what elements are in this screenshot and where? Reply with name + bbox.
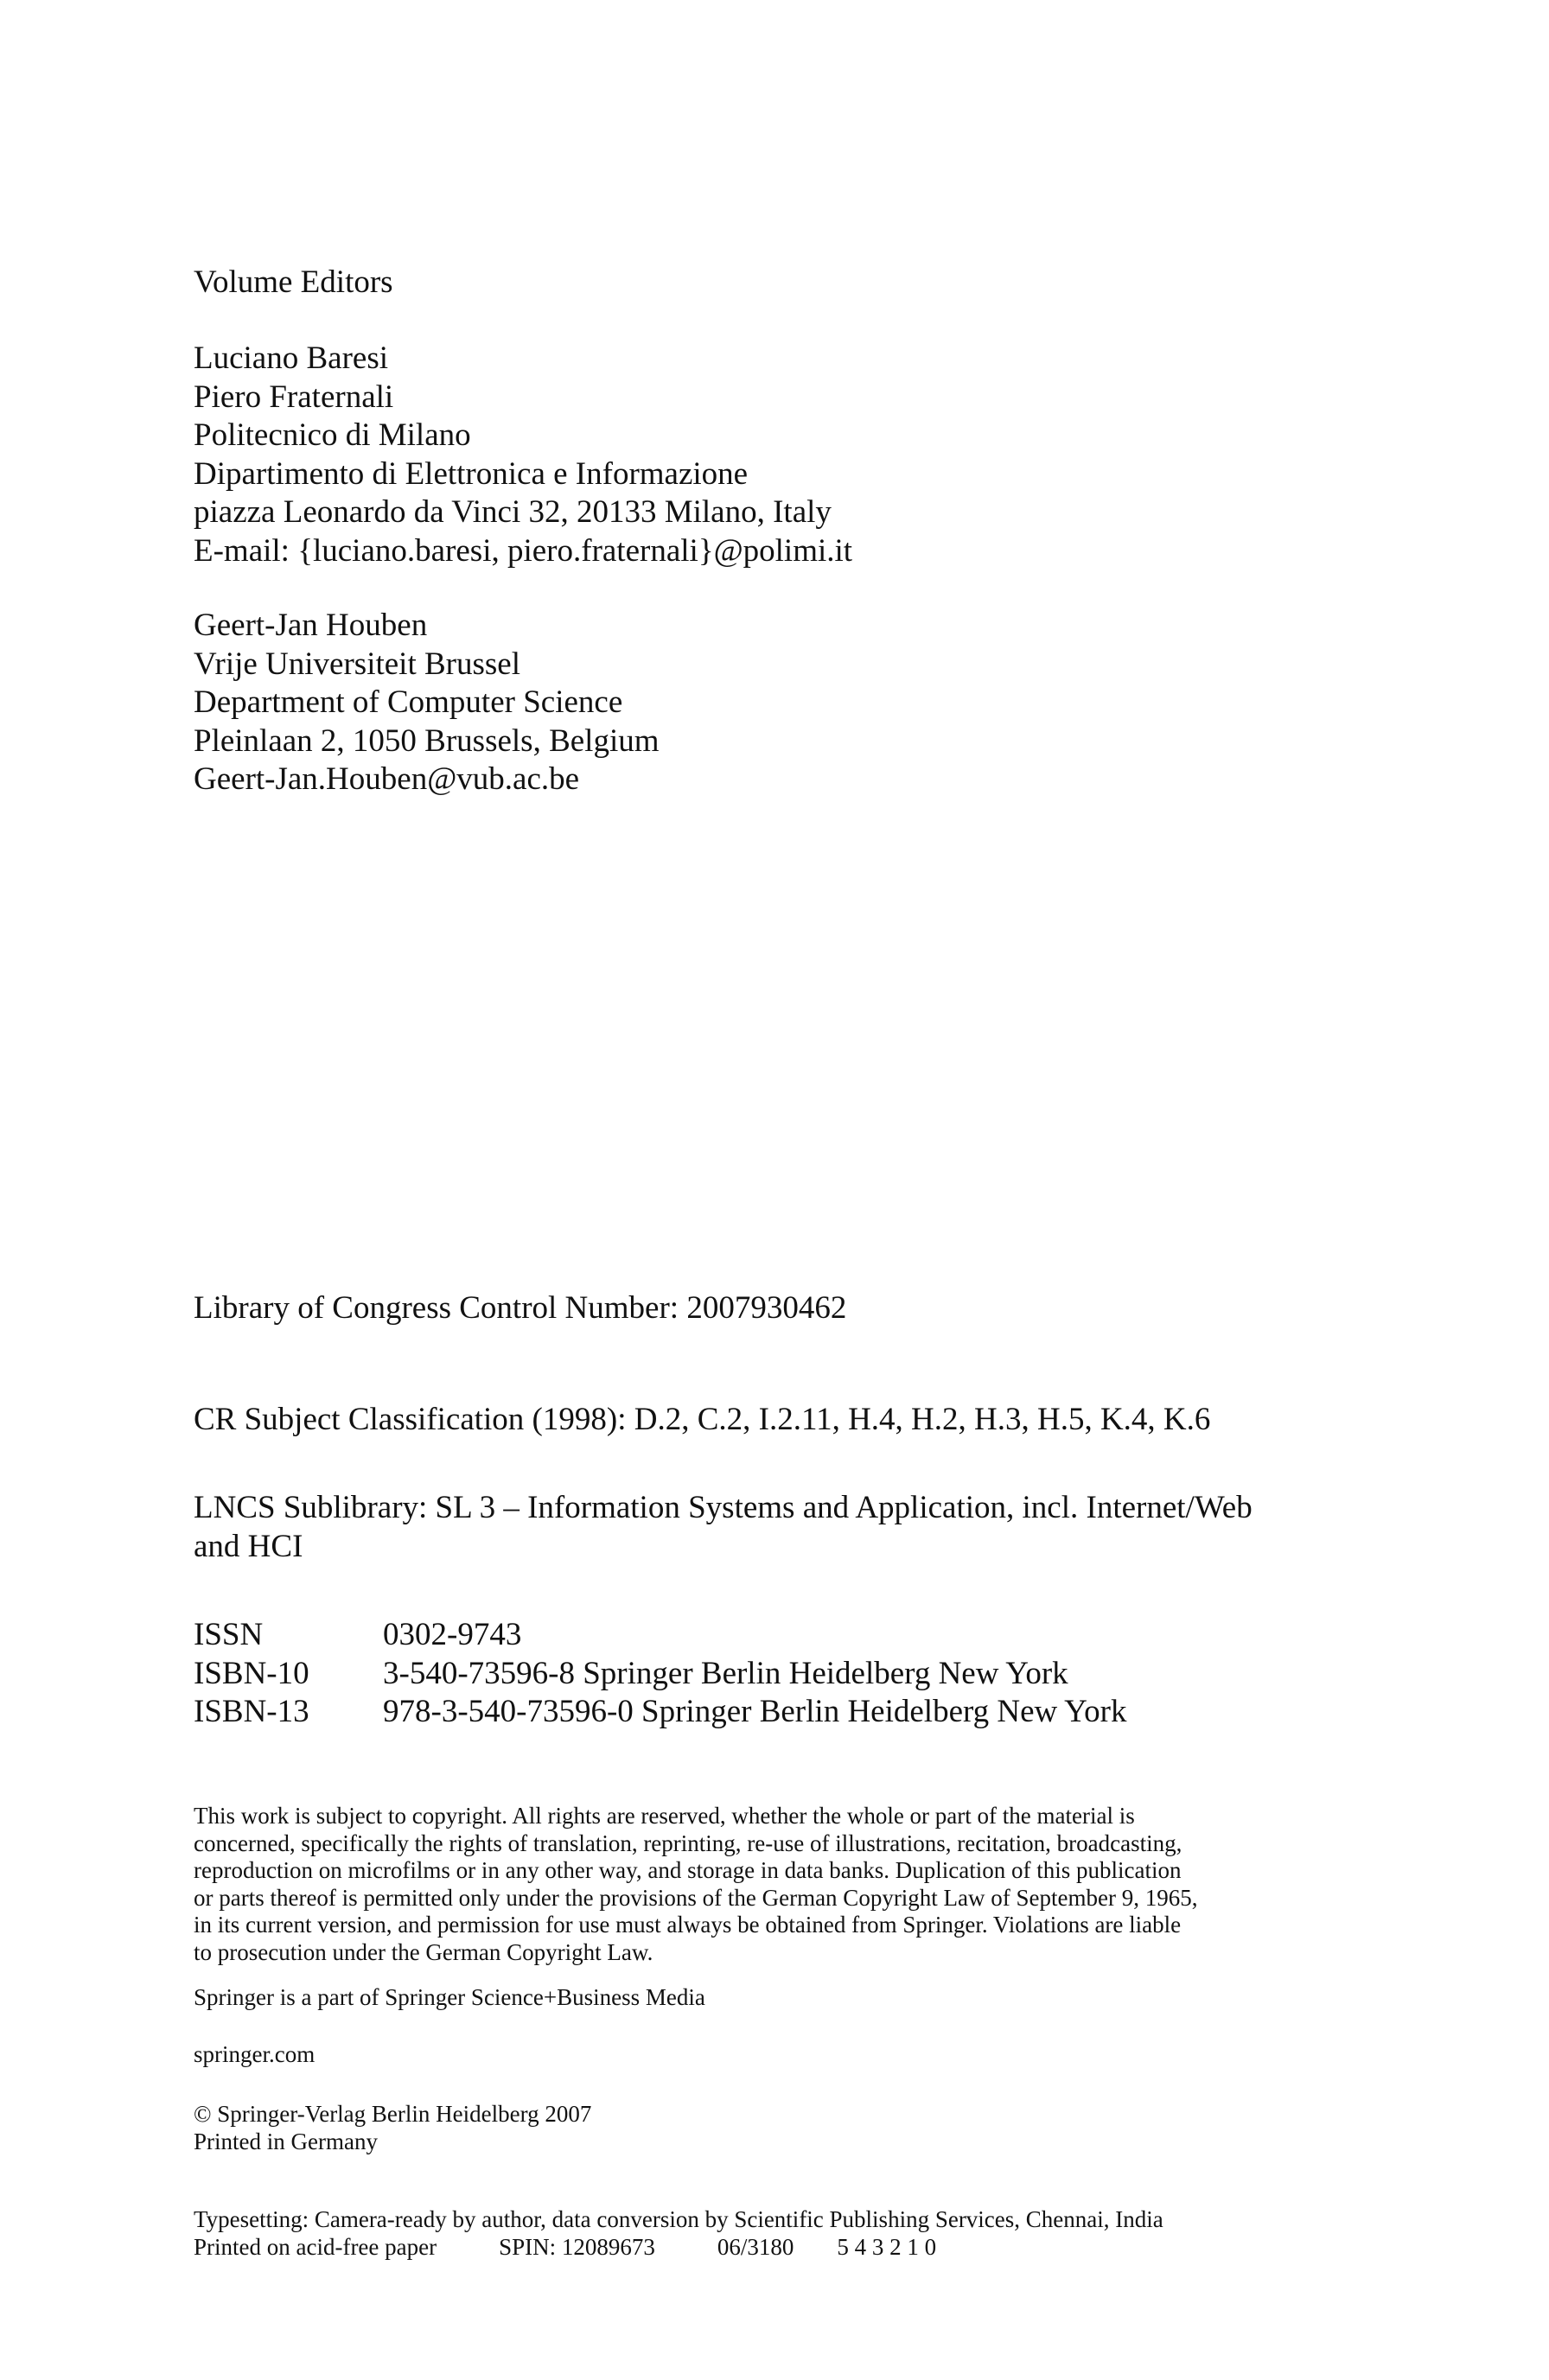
typesetting-line: Typesetting: Camera-ready by author, data conversion by Scientific Publishing Services, Chennai, India — [194, 2206, 1163, 2232]
copyright-line: © Springer-Verlag Berlin Heidelberg 2007 — [194, 2101, 592, 2127]
identifier-value: 978-3-540-73596-0 Springer Berlin Heidelberg New York — [383, 1694, 1127, 1729]
publisher-affiliation-text: Springer is a part of Springer Science+Business Media — [194, 1984, 705, 2010]
editor-name: Piero Fraternali — [194, 379, 394, 415]
heading-text: Volume Editors — [194, 264, 393, 300]
identifier-value: 3-540-73596-8 Springer Berlin Heidelberg New York — [383, 1655, 1068, 1691]
spin-number: SPIN: 12089673 — [499, 2233, 655, 2260]
lccn-line — [194, 1289, 1335, 1328]
editor-address: Pleinlaan 2, 1050 Brussels, Belgium — [194, 722, 660, 759]
copyright-notice-line: reproduction on microfilms or in any other way, and storage in data banks. Duplication of this publication — [194, 1857, 1182, 1883]
print-run: 5 4 3 2 1 0 — [837, 2233, 937, 2260]
publisher-website-text: springer.com — [194, 2041, 316, 2067]
identifier-table — [194, 1616, 1335, 1732]
identifier-label: ISSN — [194, 1617, 264, 1652]
publisher-website — [194, 2041, 1335, 2069]
production-info — [194, 2206, 1335, 2261]
paper-note: Printed on acid-free paper — [194, 2233, 437, 2260]
editor-institution: Politecnico di Milano — [194, 417, 471, 453]
print-details-row — [194, 2234, 1335, 2262]
copyright-notice — [194, 1803, 1335, 1966]
publisher-copyright — [194, 2101, 1335, 2155]
identifier-row — [194, 1693, 1335, 1732]
editor-address: piazza Leonardo da Vinci 32, 20133 Milano, Italy — [194, 494, 832, 530]
copyright-notice-line: or parts thereof is permitted only under the provisions of the German Copyright Law of September 9, 1965, — [194, 1884, 1198, 1911]
identifier-value: 0302-9743 — [383, 1617, 522, 1652]
editor-group-milano — [194, 340, 1335, 570]
lccn-text: Library of Congress Control Number: 2007930462 — [194, 1290, 847, 1326]
identifier-label: ISBN-10 — [194, 1655, 309, 1691]
cr-subject-text: CR Subject Classification (1998): D.2, C.2, I.2.11, H.4, H.2, H.3, H.5, K.4, K.6 — [194, 1402, 1211, 1437]
lncs-text-line-1: LNCS Sublibrary: SL 3 – Information Systems and Application, incl. Internet/Web — [194, 1490, 1253, 1525]
editor-department: Dipartimento di Elettronica e Informazione — [194, 455, 749, 492]
volume-editors-heading — [194, 264, 1335, 302]
editor-email: Geert-Jan.Houben@vub.ac.be — [194, 761, 580, 797]
editor-name: Geert-Jan Houben — [194, 608, 428, 643]
lncs-sublibrary — [194, 1489, 1335, 1566]
copyright-notice-line: concerned, specifically the rights of translation, reprinting, re-use of illustrations, recitation, broadcasting, — [194, 1830, 1182, 1856]
printed-in-line: Printed in Germany — [194, 2128, 378, 2154]
editor-group-brussel — [194, 607, 1335, 799]
copyright-notice-line: to prosecution under the German Copyright Law. — [194, 1938, 653, 1965]
identifier-label: ISBN-13 — [194, 1694, 309, 1729]
editor-name: Luciano Baresi — [194, 340, 388, 376]
identifier-row — [194, 1655, 1335, 1694]
cr-subject-classification — [194, 1401, 1335, 1440]
editor-email: E-mail: {luciano.baresi, piero.fraternali}@polimi.it — [194, 532, 853, 569]
publisher-affiliation — [194, 1984, 1335, 2012]
lncs-text-line-2: and HCI — [194, 1528, 303, 1564]
copyright-notice-line: in its current version, and permission for use must always be obtained from Springer. Violations are liable — [194, 1912, 1182, 1938]
identifier-row — [194, 1616, 1335, 1655]
editor-institution: Vrije Universiteit Brussel — [194, 646, 520, 682]
editor-department: Department of Computer Science — [194, 684, 623, 720]
print-code: 06/3180 — [717, 2233, 794, 2260]
copyright-notice-line: This work is subject to copyright. All rights are reserved, whether the whole or part of the material is — [194, 1803, 1135, 1829]
